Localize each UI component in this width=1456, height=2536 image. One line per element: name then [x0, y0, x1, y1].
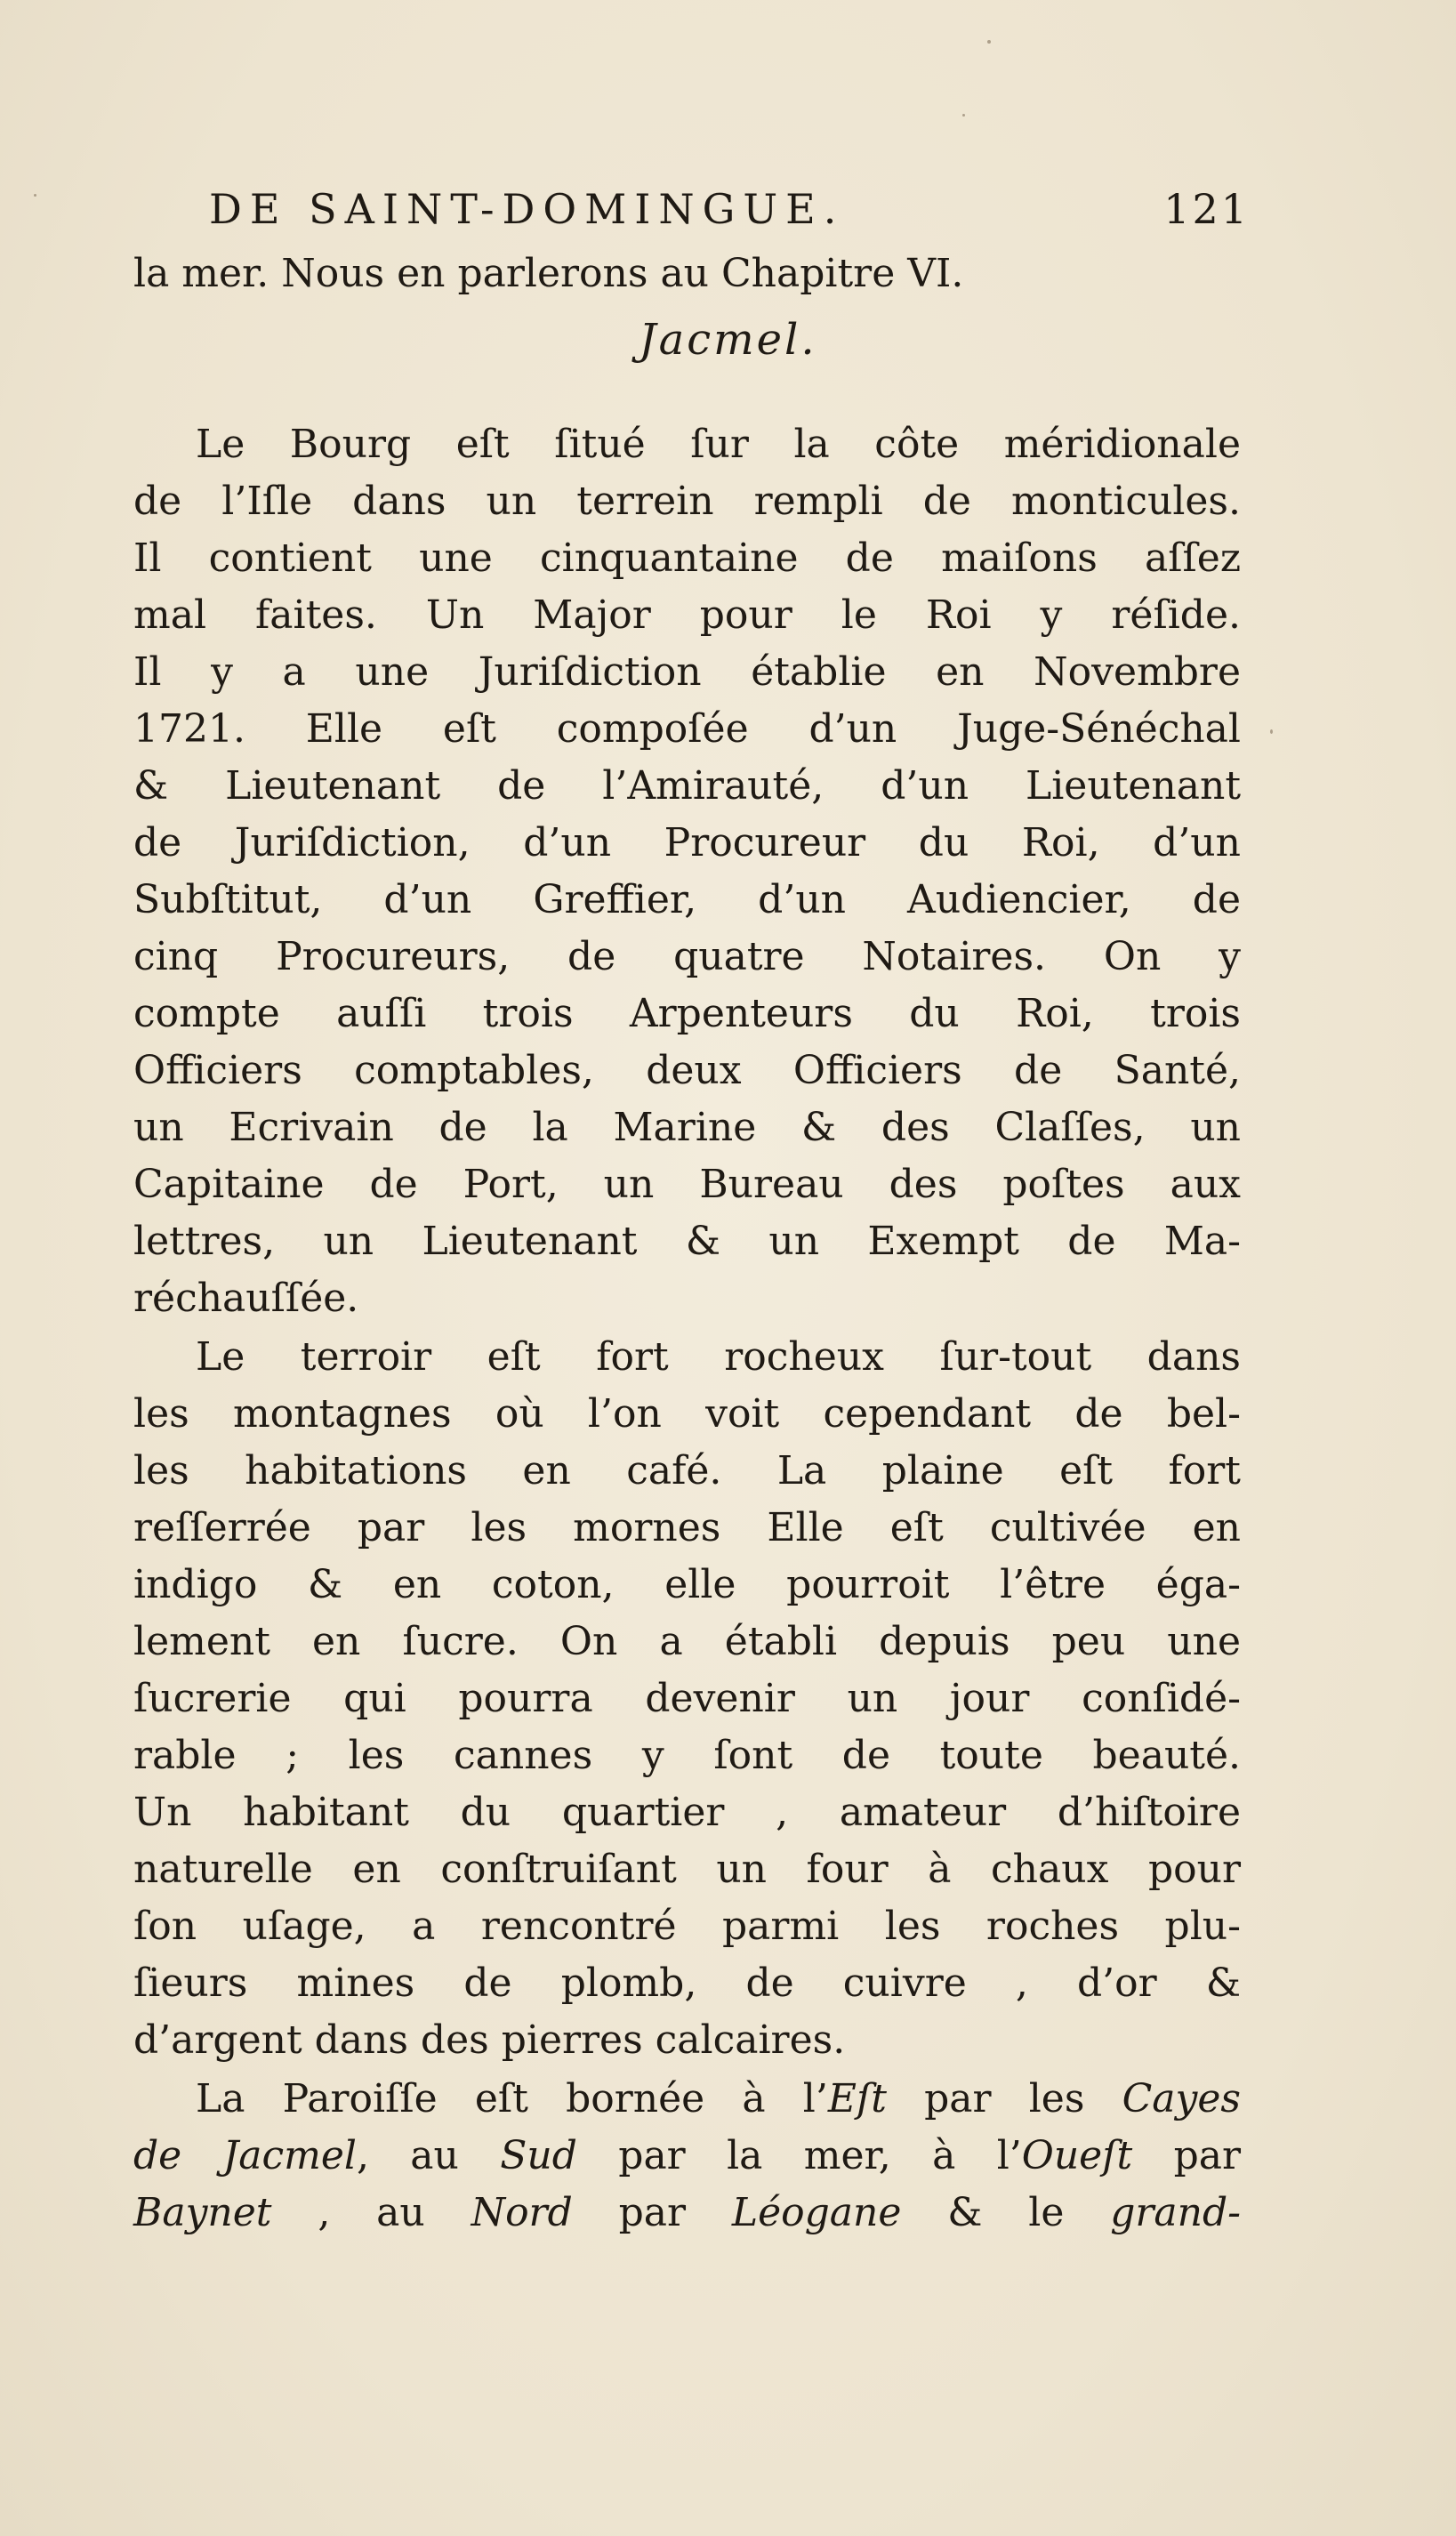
- text-line: & Lieutenant de l’Amirauté, d’un Lieutenant: [133, 763, 1241, 809]
- text-line: ſucrerie qui pourra devenir un jour conſidé-: [133, 1676, 1241, 1721]
- text-line: ſieurs mines de plomb, de cuivre , d’or &: [133, 1960, 1241, 2006]
- italic-place-name: Baynet: [133, 2190, 272, 2235]
- paper-speck: [987, 40, 991, 44]
- text-line: indigo & en coton, elle pourroit l’être éga-: [133, 1562, 1241, 1607]
- text-run: par la mer, à l’: [576, 2133, 1022, 2178]
- text-line: cinq Procureurs, de quatre Notaires. On y: [133, 934, 1241, 979]
- text-line: [196, 2073, 1241, 2126]
- text-line: Subſtitut, d’un Greffier, d’un Audiencier, de: [133, 877, 1241, 922]
- italic-place-name: de Jacmel: [133, 2133, 357, 2178]
- italic-place-name: Nord: [471, 2190, 573, 2235]
- italic-place-name: Oueſt: [1021, 2133, 1133, 2178]
- italic-place-name: Eſt: [827, 2076, 887, 2121]
- text-line: Il contient une cinquantaine de maiſons aſſez: [133, 535, 1241, 581]
- italic-place-name: Léogane: [731, 2190, 902, 2235]
- italic-place-name: Sud: [500, 2133, 577, 2178]
- text-line: la mer. Nous en parlerons au Chapitre VI.: [133, 251, 964, 296]
- text-line: les montagnes où l’on voit cependant de bel-: [133, 1391, 1241, 1437]
- text-line: un Ecrivain de la Marine & des Claſſes, un: [133, 1105, 1241, 1150]
- text-line: les habitations en café. La plaine eſt fort: [133, 1448, 1241, 1493]
- text-line: de Juriſdiction, d’un Procureur du Roi, d’un: [133, 820, 1241, 865]
- text-line: Il y a une Juriſdiction établie en Novembre: [133, 649, 1241, 695]
- text-line: Officiers comptables, deux Officiers de Santé,: [133, 1048, 1241, 1093]
- paper-speck: [962, 114, 965, 117]
- text-line: 1721. Elle eſt compoſée d’un Juge-Sénéchal: [133, 706, 1241, 752]
- text-run: , au: [356, 2133, 501, 2178]
- text-line: d’argent dans des pierres calcaires.: [133, 2017, 846, 2063]
- italic-place-name: Cayes: [1122, 2076, 1241, 2121]
- italic-place-name: grand-: [1110, 2190, 1242, 2235]
- text-line: Le Bourg eſt ſitué ſur la côte méridionale: [196, 422, 1241, 467]
- text-run: par: [1132, 2133, 1241, 2178]
- text-line: de l’Iſle dans un terrein rempli de monticules.: [133, 479, 1241, 524]
- text-line: [133, 2129, 1241, 2183]
- running-header: [209, 185, 1250, 242]
- text-run: par: [572, 2190, 732, 2235]
- text-line: compte auſſi trois Arpenteurs du Roi, trois: [133, 991, 1241, 1036]
- text-line: lettres, un Lieutenant & un Exempt de Ma-: [133, 1219, 1241, 1264]
- running-title: DE SAINT-DOMINGUE.: [209, 185, 845, 233]
- text-line: ſon uſage, a rencontré parmi les roches plu-: [133, 1904, 1241, 1949]
- paper-speck: [34, 194, 36, 197]
- text-line: réchauſſée.: [133, 1276, 359, 1321]
- text-line: Un habitant du quartier , amateur d’hiſtoire: [133, 1790, 1241, 1835]
- text-line: lement en ſucre. On a établi depuis peu une: [133, 1619, 1241, 1664]
- paper-speck: [1270, 729, 1273, 734]
- text-run: par les: [886, 2076, 1122, 2121]
- text-line: mal faites. Un Major pour le Roi y réſide.: [133, 592, 1241, 638]
- section-heading: Jacmel.: [639, 315, 817, 365]
- text-run: & le: [901, 2190, 1111, 2235]
- text-run: , au: [271, 2190, 471, 2235]
- text-run: La Paroiſſe eſt bornée à l’: [196, 2076, 828, 2121]
- text-line: [133, 2186, 1241, 2240]
- text-line: reſſerrée par les mornes Elle eſt cultivée en: [133, 1505, 1241, 1550]
- page-number: 121: [1163, 185, 1250, 233]
- text-line: naturelle en conſtruiſant un four à chaux pour: [133, 1847, 1241, 1892]
- text-line: rable ; les cannes y ſont de toute beauté.: [133, 1733, 1241, 1778]
- text-line: Le terroir eſt fort rocheux ſur-tout dans: [196, 1334, 1241, 1380]
- text-line: Capitaine de Port, un Bureau des poſtes aux: [133, 1162, 1241, 1207]
